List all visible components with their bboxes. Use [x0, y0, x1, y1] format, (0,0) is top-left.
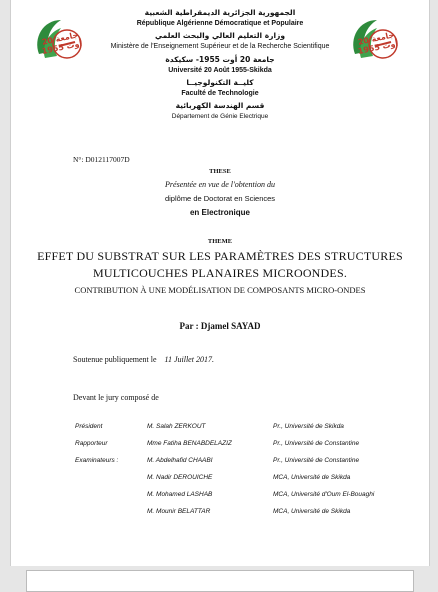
these-line-2: diplôme de Doctorat en Sciences: [164, 194, 276, 203]
french-ministry: Ministère de l'Enseignement Supérieur et de la Recherche Scientifique: [110, 43, 330, 50]
jury-name: Mme Fatiha BENABDELAZIZ: [147, 440, 232, 447]
document-page: [10, 0, 430, 566]
author: Par : Djamel SAYAD: [179, 321, 261, 331]
arabic-university: جامعة 20 أوت 1955- سكيكدة: [165, 55, 275, 64]
jury-name: M. Mohamed LASHAB: [147, 491, 213, 498]
theme-label: THEME: [207, 238, 233, 245]
jury-role: Rapporteur: [75, 440, 108, 447]
jury-name: M. Abdelhafid CHAABI: [147, 457, 213, 464]
these-label: THESE: [209, 168, 231, 175]
french-republic: République Algérienne Démocratique et Populaire: [136, 20, 304, 27]
jury-role: Président: [75, 423, 103, 430]
arabic-republic: الجمهورية الجزائرية الديمقراطية الشعبية: [144, 8, 296, 17]
jury-name: M. Mounir BELATTAR: [147, 508, 211, 515]
arabic-ministry: وزارة التعليم العالي والبحث العلمي: [154, 31, 286, 40]
jury-name: M. Nadir DEROUICHE: [147, 474, 213, 481]
logo-left-caption: جامعة 20 أوت 1955: [41, 30, 83, 57]
jury-affiliation: Pr., Université de Constantine: [273, 457, 360, 464]
french-faculty: Faculté de Technologie: [181, 90, 259, 97]
thesis-title-line-1: EFFET DU SUBSTRAT SUR LES PARAMÈTRES DES STRUCTURES: [37, 249, 403, 263]
these-line-3: en Electronique: [189, 208, 250, 217]
french-university: Université 20 Août 1955-Skikda: [168, 67, 272, 74]
these-line-1: Présentée en vue de l'obtention du: [165, 180, 275, 189]
jury-name: M. Salah ZERKOUT: [147, 423, 206, 430]
jury-affiliation: Pr., Université de Skikda: [273, 423, 344, 430]
thesis-subtitle: CONTRIBUTION À UNE MODÉLISATION DE COMPOSANTS MICRO-ONDES: [74, 285, 366, 295]
thesis-title-line-2: MULTICOUCHES PLANAIRES MICROONDES.: [92, 266, 348, 280]
jury-affiliation: Pr., Université de Constantine: [273, 440, 360, 447]
logo-right-caption: جامعة 20 أوت 1955: [357, 30, 399, 57]
jury-affiliation: MCA, Université de Skikda: [273, 474, 351, 481]
jury-intro: Devant le jury composé de: [73, 393, 159, 402]
defense-date: 11 Juillet 2017.: [164, 355, 214, 364]
next-page-edge: [26, 570, 414, 592]
defense-line: [73, 355, 214, 364]
arabic-faculty: كليــة التكنولوجيــا: [186, 78, 254, 87]
defense-prefix: Soutenue publiquement le: [73, 355, 157, 364]
jury-affiliation: MCA, Université de Skikda: [273, 508, 351, 515]
thesis-number: N°: D012117007D: [73, 155, 130, 164]
jury-affiliation: MCA, Université d'Oum El-Bouaghi: [273, 491, 375, 498]
french-department: Département de Génie Electrique: [171, 113, 269, 120]
arabic-department: قسم الهندسة الكهربائية: [175, 101, 265, 110]
jury-role: Examinateurs :: [75, 457, 119, 464]
